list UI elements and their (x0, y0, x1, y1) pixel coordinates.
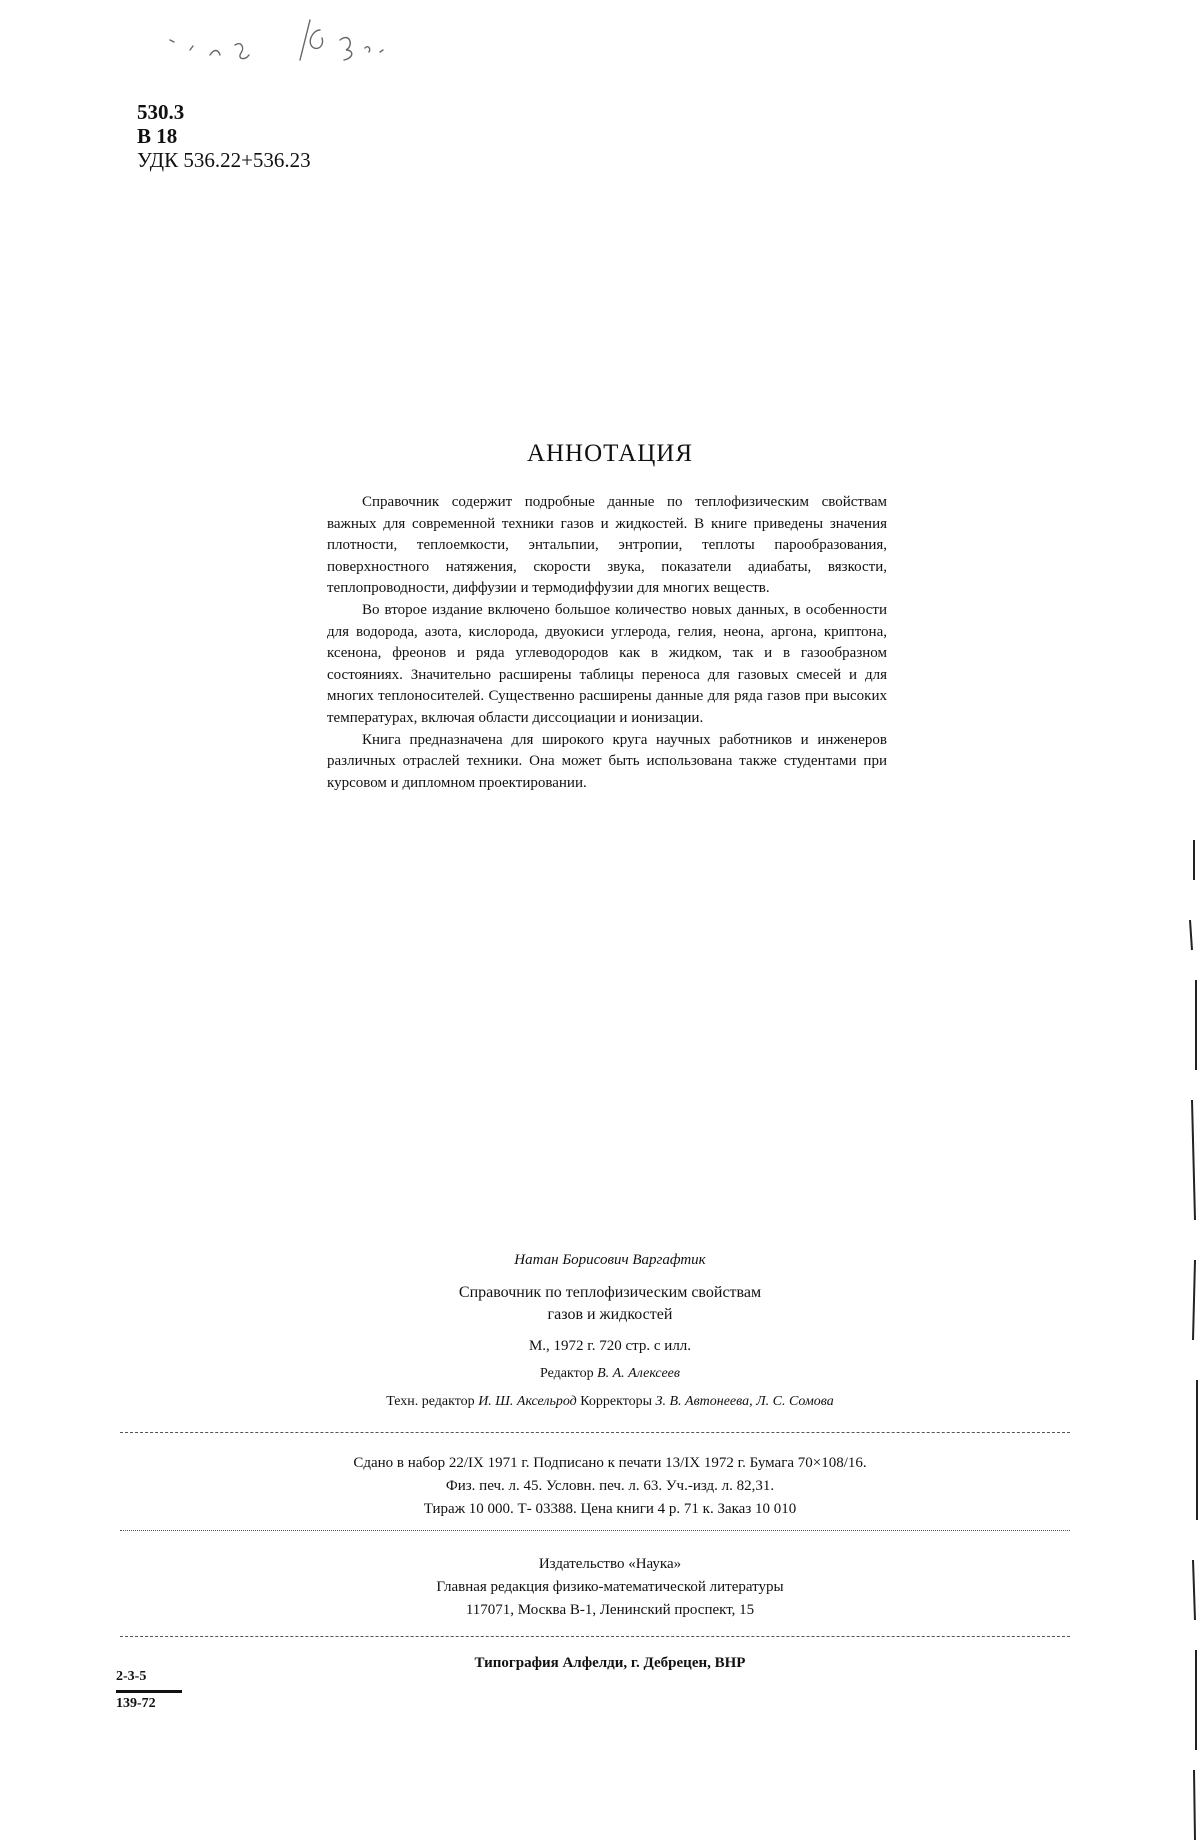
book-title-line: Справочник по теплофизическим свойствам (458, 1284, 762, 1301)
order-code (116, 1666, 182, 1715)
editor-line (0, 1366, 1200, 1382)
scan-edge-artifact (1170, 500, 1200, 1847)
book-title (0, 1282, 1200, 1326)
print-data-line: Физ. печ. л. 45. Условн. печ. л. 63. Уч.-изд. л. 82,31. (445, 1478, 775, 1494)
proofreaders-label: Корректоры (580, 1394, 653, 1409)
order-code-top: 2-3-5 (116, 1666, 182, 1693)
book-title-line: газов и жидкостей (547, 1306, 673, 1323)
annotation-title: АННОТАЦИЯ (526, 440, 694, 467)
author-name: Натан Борисович Варгафтик (514, 1252, 706, 1268)
classification-block (137, 100, 311, 172)
printer-info: Типография Алфелди, г. Дебрецен, ВНР (474, 1655, 746, 1671)
editor-name: В. А. Алексеев (597, 1366, 680, 1381)
publication-info: М., 1972 г. 720 стр. с илл. (528, 1338, 692, 1354)
order-code-bottom: 139-72 (116, 1696, 156, 1711)
divider (120, 1432, 1070, 1433)
udc-code: УДК 536.22+536.23 (137, 148, 311, 172)
annotation-paragraph: Во второе издание включено большое количество новых данных, в особенности для водорода, азота, кислорода, двуокиси углерода, гелия, неона, аргона, криптона, ксенона, фреонов и ряда углеводородов как в жидком, так и в газообразном состояниях. Значительно расширены таблицы переноса для газовых смесей и для многих теплоносителей. Существенно расширены данные для ряда газов при высоких температурах, включая области диссоциации и ионизации. (327, 601, 887, 726)
divider (120, 1530, 1070, 1531)
handwritten-scribble (160, 10, 460, 80)
publisher-block (0, 1553, 1200, 1622)
print-data-line: Сдано в набор 22/IX 1971 г. Подписано к печати 13/IX 1972 г. Бумага 70×108/16. (353, 1455, 867, 1471)
author-mark: В 18 (137, 124, 178, 148)
divider (120, 1636, 1070, 1637)
publisher-division: Главная редакция физико-математической литературы (436, 1579, 784, 1595)
classification-code: 530.3 (137, 100, 185, 124)
print-data (0, 1452, 1200, 1521)
publisher-name: Издательство «Наука» (538, 1556, 682, 1572)
editor-label: Редактор (540, 1366, 594, 1381)
annotation-paragraph: Книга предназначена для широкого круга научных работников и инженеров различных отраслей техники. Она может быть использована также студентами при курсовом и дипломном проектировании. (327, 731, 887, 791)
tech-editor-line (0, 1394, 1200, 1410)
publisher-address: 117071, Москва В-1, Ленинский проспект, 15 (465, 1602, 755, 1618)
proofreaders-names: З. В. Автонеева, Л. С. Сомова (655, 1394, 834, 1409)
tech-editor-label: Техн. редактор (386, 1394, 475, 1409)
print-data-line: Тираж 10 000. Т- 03388. Цена книги 4 р. 71 к. Заказ 10 010 (423, 1501, 797, 1517)
annotation-paragraph: Справочник содержит подробные данные по теплофизическим свойствам важных для современной техники газов и жидкостей. В книге приведены значения плотности, теплоемкости, энтальпии, энтропии, теплоты парообразования, поверхностного натяжения, скорости звука, показатели адиабаты, вязкости, теплопроводности, диффузии и термодиффузии для многих веществ. (327, 494, 887, 597)
annotation-body (327, 492, 887, 794)
tech-editor-name: И. Ш. Аксельрод (478, 1394, 577, 1409)
